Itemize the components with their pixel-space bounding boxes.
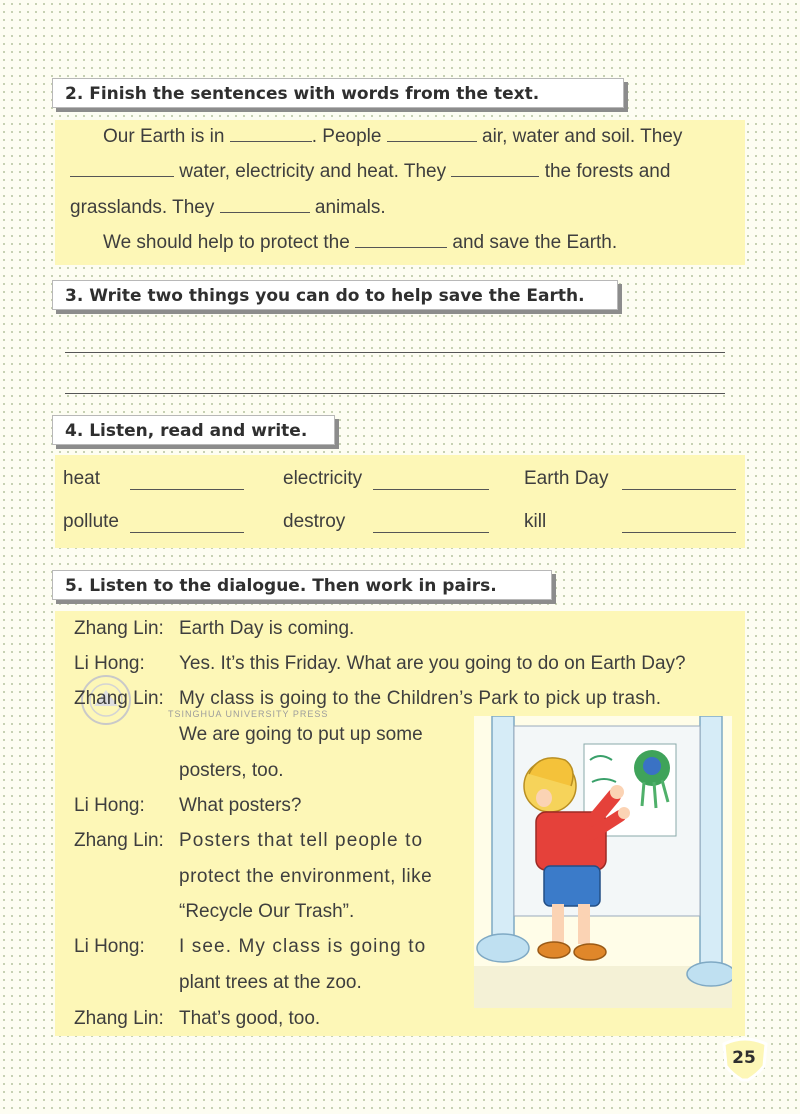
word-label: heat bbox=[63, 468, 100, 489]
speaker-label: Zhang Lin: bbox=[74, 688, 164, 709]
writing-line-1[interactable] bbox=[65, 352, 725, 353]
speaker-label: Zhang Lin: bbox=[74, 618, 164, 639]
section-4-header: 4. Listen, read and write. bbox=[52, 415, 335, 445]
answer-blank[interactable] bbox=[373, 518, 489, 533]
fill-sentence-2 bbox=[70, 161, 670, 183]
answer-blank[interactable] bbox=[355, 233, 447, 248]
fill-sentence-4 bbox=[103, 232, 617, 254]
dialogue-line: Earth Day is coming. bbox=[179, 618, 355, 639]
answer-blank[interactable] bbox=[622, 518, 736, 533]
answer-blank[interactable] bbox=[373, 475, 489, 490]
section-5-header: 5. Listen to the dialogue. Then work in pairs. bbox=[52, 570, 552, 600]
section-4-panel bbox=[55, 455, 745, 548]
answer-blank[interactable] bbox=[387, 127, 477, 142]
word-label: Earth Day bbox=[524, 468, 609, 489]
dialogue-line: My class is going to the Children’s Park to pick up trash. bbox=[179, 688, 662, 709]
word-label: kill bbox=[524, 511, 547, 532]
answer-blank[interactable] bbox=[130, 475, 244, 490]
section-2-header: 2. Finish the sentences with words from the text. bbox=[52, 78, 624, 108]
sentence-text: . People bbox=[311, 126, 382, 147]
dialogue-line: We are going to put up some bbox=[179, 724, 423, 745]
writing-line-2[interactable] bbox=[65, 393, 725, 394]
word-item-destroy bbox=[283, 511, 345, 533]
answer-blank[interactable] bbox=[130, 518, 244, 533]
word-item-heat bbox=[63, 468, 100, 490]
dialogue-line: What posters? bbox=[179, 795, 302, 816]
fill-sentence-1 bbox=[103, 126, 682, 148]
word-label: destroy bbox=[283, 511, 346, 532]
word-item-earth-day bbox=[524, 468, 608, 490]
word-item-kill bbox=[524, 511, 546, 533]
dialogue-line: I see. My class is going to bbox=[179, 936, 427, 957]
dialogue-line: “Recycle Our Trash”. bbox=[179, 901, 355, 922]
word-item-electricity bbox=[283, 468, 362, 490]
sentence-text: We should help to protect the bbox=[103, 232, 350, 253]
word-label: electricity bbox=[283, 468, 363, 489]
watermark-text: TSINGHUA UNIVERSITY PRESS bbox=[168, 709, 329, 719]
answer-blank[interactable] bbox=[220, 198, 310, 213]
speaker-label: Li Hong: bbox=[74, 653, 145, 674]
speaker-label: Zhang Lin: bbox=[74, 1008, 164, 1029]
answer-blank[interactable] bbox=[70, 162, 174, 177]
dialogue-line: protect the environment, like bbox=[179, 866, 433, 887]
speaker-label: Li Hong: bbox=[74, 936, 145, 957]
sentence-text: and save the Earth. bbox=[452, 232, 618, 253]
dialogue-line: Posters that tell people to bbox=[179, 830, 424, 851]
dialogue-line: plant trees at the zoo. bbox=[179, 972, 362, 993]
sentence-text: water, electricity and heat. They bbox=[179, 161, 447, 182]
dialogue-line: That’s good, too. bbox=[179, 1008, 321, 1029]
speaker-label: Zhang Lin: bbox=[74, 830, 164, 851]
answer-blank[interactable] bbox=[230, 127, 312, 142]
boy-poster-illustration bbox=[474, 716, 732, 1008]
sentence-text: animals. bbox=[314, 197, 386, 218]
sentence-text: grasslands. They bbox=[70, 197, 215, 218]
dialogue-line: Yes. It’s this Friday. What are you going to do on Earth Day? bbox=[179, 653, 686, 674]
page-number: 25 bbox=[732, 1048, 756, 1068]
word-item-pollute bbox=[63, 511, 119, 533]
sentence-text: the forests and bbox=[544, 161, 671, 182]
dialogue-line: posters, too. bbox=[179, 760, 284, 781]
answer-blank[interactable] bbox=[622, 475, 736, 490]
sentence-text: air, water and soil. They bbox=[482, 126, 683, 147]
sentence-text: Our Earth is in bbox=[103, 126, 225, 147]
answer-blank[interactable] bbox=[451, 162, 539, 177]
section-3-header: 3. Write two things you can do to help save the Earth. bbox=[52, 280, 618, 310]
word-label: pollute bbox=[63, 511, 119, 532]
fill-sentence-3 bbox=[70, 197, 386, 219]
speaker-label: Li Hong: bbox=[74, 795, 145, 816]
